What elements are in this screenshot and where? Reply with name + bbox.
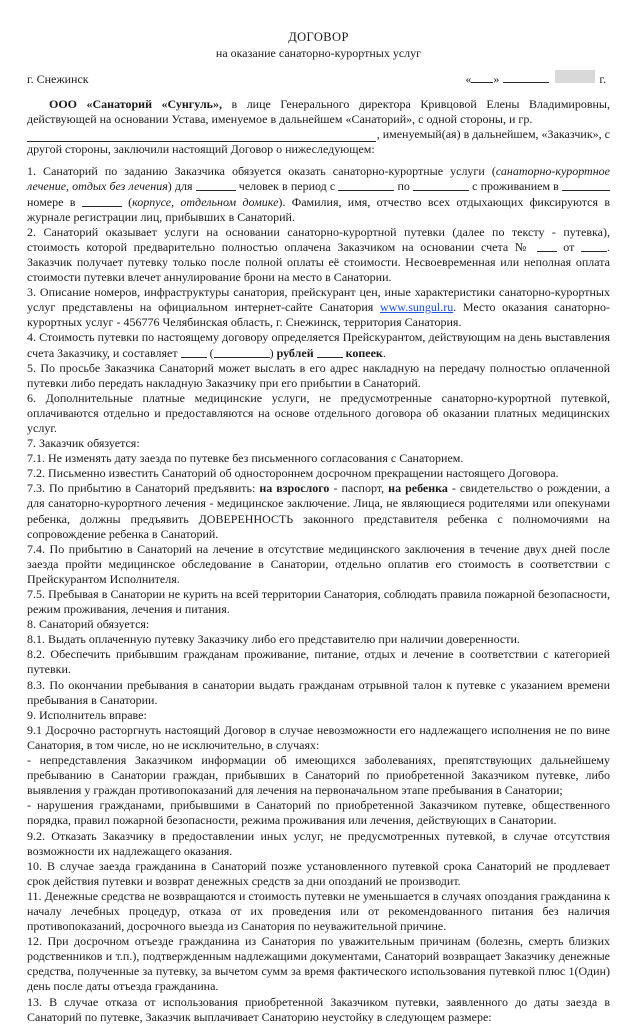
clause-1-date-to-blank[interactable] [413,179,469,191]
clause-4-kopecks-label: копеек [345,345,383,360]
preamble-paragraph [27,97,610,127]
date-open-quote: « [465,72,472,86]
clause-8-heading: 8. Санаторий обязуется: [27,617,150,632]
clause-2-part-b: от [556,239,581,254]
clause-7-4: 7.4. По прибытию в Санаторий на лечение в отсутствие медицинского заключения в течение двух дней после заезда пройти медицинское обследование в Санатории, отдельно оплатив его стоимость в соответствии с Прейскурантом Исполнителя. [27,541,610,586]
date-month-blank[interactable] [503,71,549,83]
clause-9-1: 9.1 Досрочно расторгнуть настоящий Договор в случае невозможности его надлежащего исполнения не по вине Санатория, в том числе, но не исключительно, в случаях: [27,722,610,752]
clause-3-part-b: . Место оказания санаторно-курортных услуг - 456776 Челябинская область, г. Снежинск, территория Санатория. [27,300,610,330]
document-subtitle: на оказание санаторно-курортных услуг [215,46,422,60]
preamble-intro: в лице Генерального директора Кривцовой Елены Владимировны, действующей на основании Устава, именуемое в дальнейшем «Санаторий», с одной стороны, и гр. [27,97,610,127]
clause-4-part-a: 4. Стоимость путевки по настоящему договору определяется Прейскурантом, действующим на день выставления счета Заказчику, и составляет [27,330,610,360]
customer-name-tail: , именуемый(ая) в дальнейшем, «Заказчик», с [376,127,610,142]
clause-4-kopecks-blank[interactable] [317,346,343,358]
clause-3 [27,285,610,330]
clause-9-heading: 9. Исполнитель вправе: [27,707,147,722]
date-year-suffix: г. [599,72,606,86]
clause-1-italic-2: корпусе, отдельном домике [132,194,279,209]
clause-9-2: 9.2. Отказать Заказчику в предоставлении иных услуг, не предусмотренных путевкой, в случае отсутствия возможности их надлежащего оказания. [27,828,610,858]
clause-1 [27,164,610,224]
clause-7-1: 7.1. Не изменять дату заезда по путевке без письменного согласования с Санаторием. [27,451,464,466]
clause-7-3-adult-label: на взрослого [259,481,330,496]
clause-8-2: 8.2. Обеспечить прибывшим гражданам проживание, питание, отдых и лечение в соответствии с категорией путевки. [27,647,610,677]
clause-4-part-e: . [382,345,386,360]
place-and-date-row [27,70,610,87]
clause-4 [27,330,610,360]
clause-2-part-c: . Заказчик получает путевку только после полной оплаты её стоимости. Несвоевременная или неполная оплата стоимости путевки влечет аннулирование брони на место в Санатории. [27,239,610,285]
clause-7-3-part-b: - паспорт, [329,481,389,496]
clause-7-3-child-label: на ребенка [388,481,448,496]
clause-1-part-g: ( [121,194,133,209]
clause-1-persons-blank[interactable] [196,179,236,191]
clause-1-part-h: ). Фамилия, имя, отчество всех отдыхающих фиксируются в журнале регистрации лиц, прибывших в Санаторий. [27,194,610,224]
clause-1-part-b: ) для [167,179,196,194]
clause-1-date-from-blank[interactable] [338,179,394,191]
date-day-blank[interactable] [471,71,493,83]
clause-1-italic-1: санаторно-курортное лечение, отдых без лечения [27,164,610,194]
clause-8-3: 8.3. По окончании пребывания в санатории выдать гражданам отрывной талон к путевке с указанием времени пребывания в Санатории. [27,677,610,707]
clause-9-1-dash-2: - нарушения гражданами, прибывшими в Санаторий по приобретенной Заказчиком путевке, общественного порядка, правил пожарной безопасности, режима проживания или лечения, действующих в Санатории. [27,798,610,828]
clause-13: 13. В случае отказа от использования приобретенной Заказчиком путевки, заявленного до даты заезда в Санаторий по путевке, Заказчик выплачивает Санаторию неустойку в следующем размере: [27,994,610,1024]
clause-4-rubles-label: рублей [276,345,314,360]
clause-11: 11. Денежные средства не возвращаются и стоимость путевки не уменьшается в случаях опоздания гражданина к началу лечебных процедур, отказа от их проведения или от рекомендованного питания без наличия противопоказаний, досрочного выезда из Санатория по неуважительной причине. [27,888,610,934]
clause-7-heading: 7. Заказчик обязуется: [27,436,140,451]
clause-1-building-blank[interactable] [82,195,122,207]
clause-9-1-dash-1: - непредставления Заказчиком информации об имеющихся заболеваниях, препятствующих дальнейшему пребыванию в Санатории граждан, прибывших в Санаторий по приобретенной Заказчиком путевке, либо выявления у граждан противопоказаний для лечения на первоначальном этапе пребывания в Санатории; [27,753,610,798]
clause-10: 10. В случае заезда гражданина в Санаторий позже установленного путевкой срока Санаторий не продлевает срок действия путевки и возврат денежных средств за дни опозданий не производит. [27,858,610,888]
clause-4-part-c: ) [269,345,277,360]
clause-4-amount-digits-blank[interactable] [181,346,207,358]
clause-3-part-a: 3. Описание номеров, инфраструктуры санатория, прейскурант цен, иные характеристики санаторно-курортных услуг представлены на официальном интернет-сайте Санатория [27,285,610,315]
clause-12: 12. При досрочном отъезде гражданина из Санатория по уважительным причинам (болезнь, смерть близких родственников и т.п.), подтвержденным надлежащими документами, Санаторий возвращает Заказчику денежные средства, полученные за путевку, за вычетом сумм за время фактического использования путевкой плюс 1(Один) день после даты отъезда гражданина. [27,934,610,994]
clause-1-room-blank[interactable] [562,179,610,191]
clause-2 [27,225,610,285]
clause-2-part-a: 2. Санаторий оказывает услуги на основании санаторно-курортной путевки (далее по тексту - путевка), стоимость которой предварительно полностью оплачена Заказчиком на основании счета № [27,224,610,254]
clause-7-2: 7.2. Письменно известить Санаторий об одностороннем досрочном прекращении настоящего Договора. [27,466,559,481]
clause-8-1: 8.1. Выдать оплаченную путевку Заказчику либо его представителю при наличии доверенности. [27,632,520,647]
customer-name-blank[interactable] [27,129,376,142]
date-stamp [465,70,606,87]
preamble-closing: другой стороны, заключили настоящий Договор о нижеследующем: [27,142,375,157]
document-title: ДОГОВОР [288,30,349,44]
date-close-quote: » [493,72,500,86]
clause-1-part-e: с проживанием в [469,179,562,194]
sanatorium-website-link[interactable]: www.sungul.ru [379,300,454,315]
clause-1-part-c: человек в период с [235,179,339,194]
clause-7-5: 7.5. Пребывая в Санатории не курить на всей территории Санатория, соблюдать правила пожарной безопасности, режим проживания, лечения и питания. [27,587,610,617]
clause-1-part-a: 1. Санаторий по заданию Заказчика обязуется оказать санаторно-курортные услуги ( [27,164,496,179]
clause-6: 6. Дополнительные платные медицинские услуги, не предусмотренные санаторно-курортной путевкой, оплачиваются отдельно и предоставляются на основе отдельного договора об оказании платных медицинских услуг. [27,390,610,435]
clause-2-invoice-date-blank[interactable] [581,240,607,252]
clause-1-part-d: по [394,179,414,194]
clause-1-part-f: номере в [27,194,82,209]
company-name: ООО «Санаторий «Сунгуль», [49,97,223,111]
clause-4-part-b: ( [206,345,214,360]
city-label: г. Снежинск [27,72,89,86]
clause-7-3-part-c: - свидетельство о рождении, а для санаторно-курортного лечения - медицинское заключение. Лица, не являющиеся родителями или опекунами ребенка, должны предъявить ДОВЕРЕННОСТЬ законного представителя ребенка с полномочиями на сопровождение ребенка в Санаторий. [27,481,611,541]
clause-4-amount-words-blank[interactable] [214,346,270,358]
clause-5: 5. По просьбе Заказчика Санаторий может выслать в его адрес накладную на передачу полностью оплаченной путевки либо передать накладную Заказчику при его прибытии в Санаторий. [27,360,610,390]
date-year-redaction [555,70,595,83]
customer-name-line [27,127,610,142]
clause-2-invoice-number-blank[interactable] [537,240,557,252]
clause-7-3-part-a: 7.3. По прибытию в Санаторий предъявить: [27,481,260,496]
clause-7-3 [27,481,610,541]
